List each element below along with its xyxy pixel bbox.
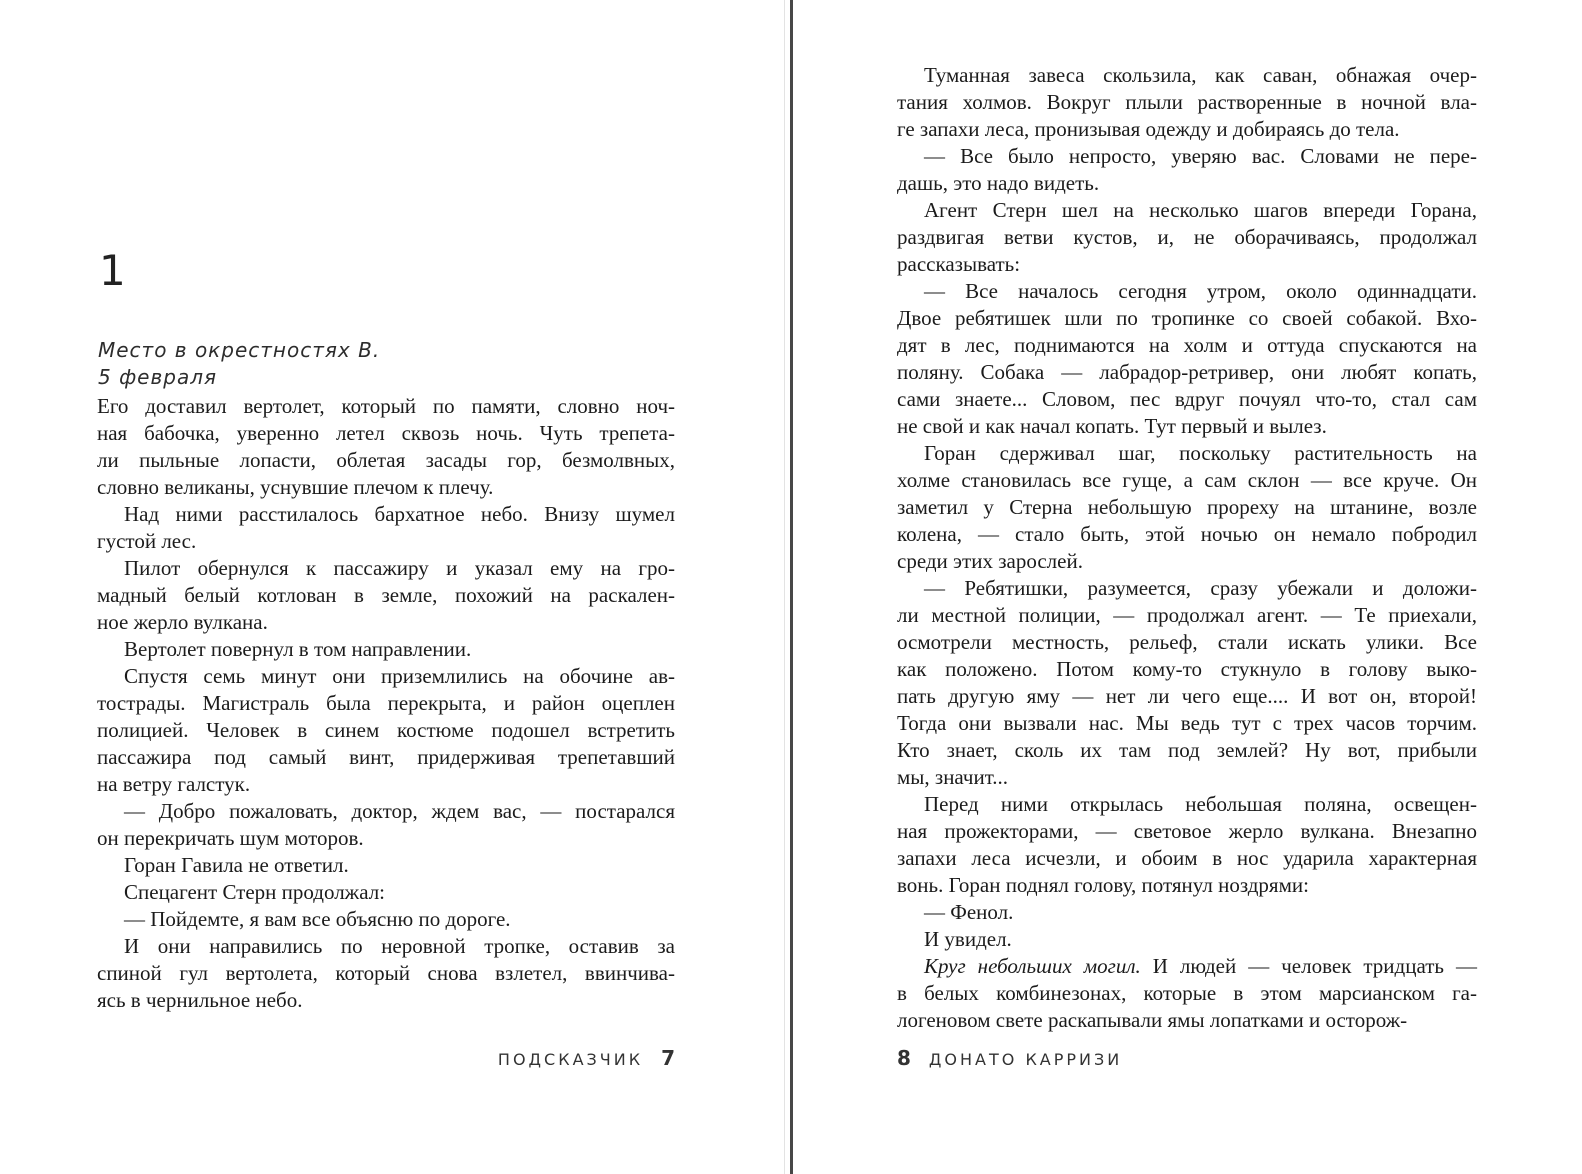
body-paragraph xyxy=(897,953,1477,1034)
text-line: ге запахи леса, пронизывая одежду и добираясь до тела. xyxy=(897,117,1400,141)
text-line: — Добро пожаловать, доктор, ждем вас, — постарался xyxy=(124,799,675,823)
body-paragraph xyxy=(897,575,1477,791)
body-paragraph xyxy=(897,899,1477,926)
page-number-right: 8 xyxy=(897,1046,911,1070)
body-paragraph xyxy=(97,393,675,501)
text-line: ли местной полиции, — продолжал агент. — Те приехали, xyxy=(897,603,1477,627)
text-line: холме становилась все гуще, а сам склон — все круче. Он xyxy=(897,468,1477,492)
text-line: ли пыльные лопасти, облетая засады гор, безмолвных, xyxy=(97,448,675,472)
text-line: Пилот обернулся к пассажиру и указал ему на гро- xyxy=(124,556,675,580)
text-line: дашь, это надо видеть. xyxy=(897,171,1100,195)
text-line: колена, — стало быть, этой ночью он немало побродил xyxy=(897,522,1477,546)
text-line: Двое ребятишек шли по тропинке со своей собакой. Вхо- xyxy=(897,306,1477,330)
text-line: — Ребятишки, разумеется, сразу убежали и доложи- xyxy=(924,576,1477,600)
page-divider xyxy=(790,0,793,1174)
chapter-number: 1 xyxy=(99,246,126,295)
body-paragraph xyxy=(897,62,1477,143)
body-paragraph xyxy=(97,501,675,555)
right-page-body-text xyxy=(897,62,1477,1034)
text-line: мадный белый котлован в земле, похожий на раскален- xyxy=(97,583,675,607)
text-line: Горан сдерживал шаг, поскольку растительность на xyxy=(924,441,1477,465)
text-line: Спустя семь минут они приземлились на обочине ав- xyxy=(124,664,675,688)
running-title-author: ДОНАТО КАРРИЗИ xyxy=(928,1050,1123,1069)
page-edge-line xyxy=(784,0,785,1174)
text-line: Туманная завеса скользила, как саван, обнажая очер- xyxy=(924,63,1477,87)
text-line: поляну. Собака — лабрадор-ретривер, они любят копать, xyxy=(897,360,1477,384)
text-line: тания холмов. Вокруг плыли растворенные в ночной вла- xyxy=(897,90,1477,114)
text-line: тострады. Магистраль была перекрыта, и район оцеплен xyxy=(97,691,675,715)
text-line: Его доставил вертолет, который по памяти, словно ноч- xyxy=(97,394,675,418)
text-line: И они направились по неровной тропке, оставив за xyxy=(124,934,675,958)
text-line: густой лес. xyxy=(97,529,197,553)
body-paragraph xyxy=(97,879,675,906)
body-paragraph xyxy=(97,636,675,663)
text-line: рассказывать: xyxy=(897,252,1021,276)
body-paragraph xyxy=(897,926,1477,953)
text-line: ная бабочка, уверенно летел сквозь ночь. Чуть трепета- xyxy=(97,421,675,445)
text-line: сами знаете... Словом, пес вдруг почуял что-то, стал сам xyxy=(897,387,1477,411)
body-paragraph xyxy=(97,933,675,1014)
body-paragraph xyxy=(97,852,675,879)
text-line: дят в лес, поднимаются на холм и оттуда спускаются на xyxy=(897,333,1477,357)
text-line: Вертолет повернул в том направлении. xyxy=(124,637,472,661)
text-line: в белых комбинезонах, которые в этом марсианском га- xyxy=(897,981,1477,1005)
text-line: осмотрели местность, рельеф, стали искать улики. Все xyxy=(897,630,1477,654)
text-line: Над ними расстилалось бархатное небо. Внизу шумел xyxy=(124,502,675,526)
text-line: — Пойдемте, я вам все объясню по дороге. xyxy=(124,907,511,931)
text-line: он перекричать шум моторов. xyxy=(97,826,364,850)
text-line: — Все было непросто, уверяю вас. Словами не пере- xyxy=(924,144,1477,168)
body-paragraph xyxy=(97,555,675,636)
text-line: логеновом свете раскапывали ямы лопатками и осторож- xyxy=(897,1008,1408,1032)
text-line: запахи леса исчезли, и обоим в нос ударила характерная xyxy=(897,846,1477,870)
text-line: не свой и как начал копать. Тут первый и вылез. xyxy=(897,414,1327,438)
body-paragraph xyxy=(897,143,1477,197)
text-line: Горан Гавила не ответил. xyxy=(124,853,349,877)
body-paragraph xyxy=(897,791,1477,899)
right-page-footer xyxy=(897,1046,1477,1070)
text-line: Перед ними открылась небольшая поляна, освещен- xyxy=(924,792,1477,816)
text-line: словно великаны, уснувшие плечом к плечу. xyxy=(97,475,494,499)
text-line: как положено. Потом кому-то стукнуло в голову выко- xyxy=(897,657,1477,681)
text-line: спиной гул вертолета, который снова взлетел, ввинчива- xyxy=(97,961,675,985)
left-page-body-text xyxy=(97,393,675,1014)
text-line: заметил у Стерна небольшую прореху на штанине, возле xyxy=(897,495,1477,519)
text-line: ная прожекторами, — световое жерло вулкана. Внезапно xyxy=(897,819,1477,843)
text-line: — Фенол. xyxy=(924,900,1014,924)
text-line: И увидел. xyxy=(924,927,1012,951)
left-page-footer xyxy=(97,1046,675,1070)
body-paragraph xyxy=(97,663,675,798)
text-line: ясь в чернильное небо. xyxy=(97,988,303,1012)
text-line: мы, значит... xyxy=(897,765,1009,789)
text-line: на ветру галстук. xyxy=(97,772,251,796)
body-paragraph xyxy=(97,798,675,852)
text-line: — Все началось сегодня утром, около одиннадцати. xyxy=(924,279,1477,303)
dateline-date: 5 февраля xyxy=(98,365,218,389)
text-line: пать другую яму — нет ли чего еще.... И вот он, второй! xyxy=(897,684,1477,708)
text-line: Спецагент Стерн продолжал: xyxy=(124,880,386,904)
dateline xyxy=(98,337,380,391)
running-title-book: ПОДСКАЗЧИК xyxy=(497,1050,644,1069)
text-line: полицией. Человек в синем костюме подошел встретить xyxy=(97,718,675,742)
text-line: ное жерло вулкана. xyxy=(97,610,268,634)
text-line: среди этих зарослей. xyxy=(897,549,1083,573)
text-line xyxy=(897,953,1477,980)
body-paragraph xyxy=(897,440,1477,575)
text-line: раздвигая ветви кустов, и, не оборачиваясь, продолжал xyxy=(897,225,1477,249)
text-line: Кто знает, сколь их там под землей? Ну вот, прибыли xyxy=(897,738,1477,762)
text-line: Агент Стерн шел на несколько шагов впереди Горана, xyxy=(924,198,1477,222)
text-line: вонь. Горан поднял голову, потянул ноздрями: xyxy=(897,873,1309,897)
text-segment: И людей — человек тридцать — xyxy=(1140,954,1477,978)
text-line: Тогда они вызвали нас. Мы ведь тут с трех часов торчим. xyxy=(897,711,1477,735)
page-number-left: 7 xyxy=(661,1046,675,1070)
dateline-place: Место в окрестностях В. xyxy=(98,338,381,362)
italic-text-segment: Круг небольших могил. xyxy=(924,954,1141,978)
body-paragraph xyxy=(897,197,1477,278)
body-paragraph xyxy=(897,278,1477,440)
body-paragraph xyxy=(97,906,675,933)
text-line: пассажира под самый винт, придерживая трепетавший xyxy=(97,745,675,769)
